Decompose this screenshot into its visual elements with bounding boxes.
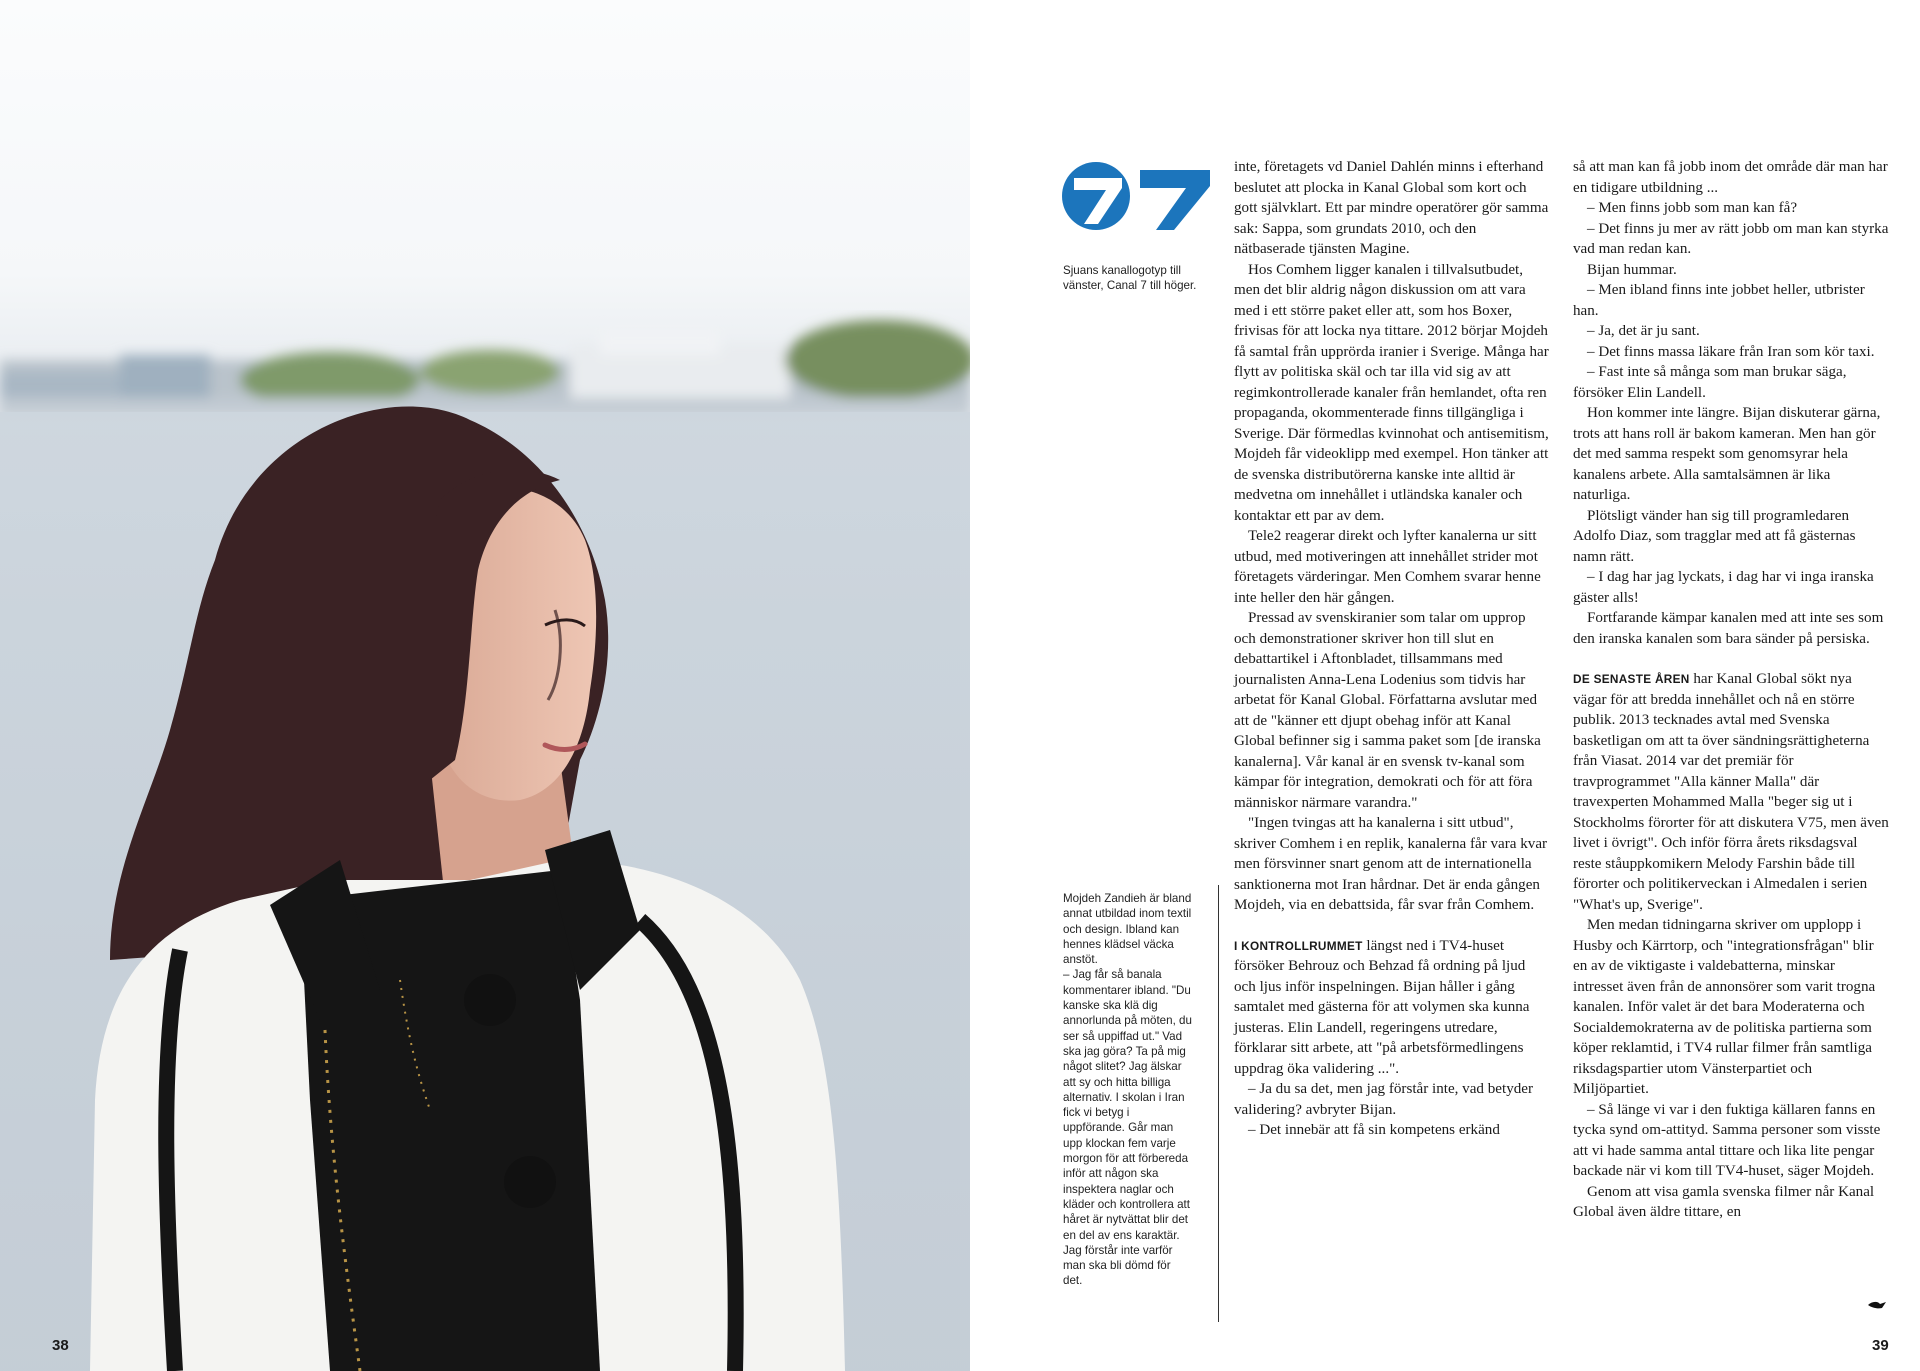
paragraph: "Ingen tvingas att ha kanalerna i sitt utbud", skriver Comhem i en replik, kanalerna får vara kvar men försvinner snart genom att de internationella sanktionerna mot Iran hårdnar. Det är enda gången Mojdeh, via en debattsida, får svar från Comhem.: [1234, 815, 1548, 913]
paragraph: – Det innebär att få sin kompetens erkänd: [1248, 1122, 1500, 1138]
paragraph: Men medan tidningarna skriver om upplopp i Husby och Kärrtorp, och "integrationsfrågan" blir en av de viktigaste i valdebatterna, minskar intresset även från de annonsörer som varit trogna kanalen. Inför valet är det bara Moderaterna och Socialdemokraterna av de politiska partierna som köper reklamtid, i TV4 rullar filmer från samtliga riksdagspartier utom Vänsterpartiet och Miljöpartiet.: [1573, 917, 1876, 1097]
paragraph: – Ja, det är ju sant.: [1587, 323, 1700, 339]
paragraph: så att man kan få jobb inom det område där man har en tidigare utbildning ...: [1573, 159, 1888, 196]
paragraph: – Ja du sa det, men jag förstår inte, vad betyder validering? avbryter Bijan.: [1234, 1081, 1534, 1118]
paragraph: Fortfarande kämpar kanalen med att inte ses som den iranska kanalen som bara sänder på persiska.: [1573, 610, 1884, 647]
photo-caption-line-2: – Jag får så banala kommentarer ibland. "Du kanske ska klä dig annorlunda på möten, du ser så uppiffad ut." Vad ska jag göra? Ta på mig något slitet? Jag älskar att sy och hitta billiga alternativ. I skolan i Iran fick vi betyg i uppförande. Går man upp klockan fem varje morgon för att förbereda inför att någon ska inspektera naglar och kläder och kontrollera att håret är nytvättat blir det en del av ens karaktär. Jag förstår inte varför man ska bli dömd för det.: [1063, 968, 1192, 1288]
continued-arrow-icon: [1868, 1300, 1886, 1310]
article-column-1: [1234, 157, 1550, 1141]
caption-divider: [1218, 885, 1219, 1322]
paragraph: – Så länge vi var i den fuktiga källaren fanns en tycka synd om-attityd. Samma personer som visste att vi hade samma antal tittare och lika lite pengar backade när vi kom till TV4-huset, säger Mojdeh.: [1573, 1101, 1881, 1179]
paragraph: Plötsligt vänder han sig till programledaren Adolfo Diaz, som tragglar med att få gästernas namn rätt.: [1573, 507, 1856, 565]
page-number-left: 38: [52, 1337, 69, 1354]
section-lead-in: DE SENASTE ÅREN: [1573, 672, 1690, 686]
paragraph: – I dag har jag lyckats, i dag har vi inga iranska gäster alls!: [1573, 569, 1874, 606]
channel-logos: [1062, 160, 1212, 232]
paragraph: Hos Comhem ligger kanalen i tillvalsutbudet, men det blir aldrig någon diskussion om att vara med i ett större paket eller att, som hos Boxer, frivisas för att locka nya tittare. 2012 börjar Mojdeh få samtal från upprörda iranier i Sverige. Många har flytt av politiska skäl och tar illa vid sig av att regimkontrollerade kanaler från hemlandet, ofta ren propaganda, okommenterade finns tillgängliga i Sverige. Där förmedlas kvinnohat och antisemitism, Mojdeh får videoklipp med exempel. Hon tänker att de svenska distributörerna kanske inte alltid är medvetna om innehållet i utländska kanaler och kontaktar ett par av dem.: [1234, 261, 1549, 524]
paragraph: – Fast inte så många som man brukar säga, försöker Elin Landell.: [1573, 364, 1847, 401]
jacket-button-top: [464, 974, 516, 1026]
paragraph: Pressad av svenskiranier som talar om upprop och demonstrationer skriver hon till slut en debattartikel i Aftonbladet, tillsammans med journalisten Anna-Lena Lodenius som tidvis har arbetat för Kanal Global. Författarna avslutar med att de "känner ett djupt obehag inför att Kanal Global befinner sig i samma paket som [de iranska kanalerna]. Vår kanal är en svensk tv-kanal som kämpar för integration, demokrati och för att föra människor närmare varandra.": [1234, 610, 1541, 811]
paragraph: – Men ibland finns inte jobbet heller, utbrister han.: [1573, 282, 1865, 319]
paragraph: Genom att visa gamla svenska filmer når Kanal Global även äldre tittare, en: [1573, 1183, 1875, 1220]
section-text: längst ned i TV4-huset försöker Behrouz och Behzad få ordning på ljud och ljus inför inspelningen. Bijan håller i gång samtalet med gästerna för att volymen ska kunna justeras. Elin Landell, regeringens utredare, förklarar sitt arbete, att "på arbetsförmedlingens uppdrag öka validering ...".: [1234, 937, 1530, 1077]
paragraph: inte, företagets vd Daniel Dahlén minns i efterhand beslutet att plocka in Kanal Global som kort och gott självklart. Ett par mindre operatörer gör samma sak: Sappa, som grundats 2010, och den nätbaserade tjänsten Magine.: [1234, 159, 1549, 257]
paragraph: Hon kommer inte längre. Bijan diskuterar gärna, trots att hans roll är bakom kameran. Men han gör det med samma respekt som genomsyrar hela kanalens arbete. Alla samtalsämnen är lika naturliga.: [1573, 405, 1881, 503]
paragraph: Tele2 reagerar direkt och lyfter kanalerna ur sitt utbud, med motiveringen att innehållet strider mot företagets värderingar. Men Comhem svarar henne inte heller den här gången.: [1234, 528, 1541, 606]
page-number-right: 39: [1872, 1337, 1889, 1354]
photo-caption: [1063, 891, 1193, 1289]
paragraph: – Det finns ju mer av rätt jobb om man kan styrka vad man redan kan.: [1573, 220, 1889, 257]
section-text: har Kanal Global sökt nya vägar för att bredda innehållet och nå en större publik. 2013 tecknades avtal med Svenska basketligan om att ta över sändningsrättigheterna från Viasat. 2014 var det premiär för travprogrammet "Alla känner Malla" där travexperten Mohammed Malla "beger sig ut i Stockholms förorter för att diskutera V75, men även livet i övrigt". Och inför förra årets riksdagsval reste ståuppkomikern Melody Farshin både till förorter och politikerveckan i Almedalen i serien "What's up, Sverige".: [1573, 671, 1889, 913]
sjuan-logo-icon: [1062, 162, 1130, 230]
paragraph: – Men finns jobb som man kan få?: [1587, 200, 1798, 216]
photo-caption-line-1: Mojdeh Zandieh är bland annat utbildad inom textil och design. Ibland kan hennes klädsel väcka anstöt.: [1063, 892, 1192, 967]
paragraph: Bijan hummar.: [1587, 261, 1677, 278]
section-paragraph: [1234, 936, 1550, 1080]
logo-caption-text: Sjuans kanallogotyp till vänster, Canal 7 till höger.: [1063, 264, 1197, 293]
canal7-logo-icon: [1140, 170, 1210, 230]
section-lead-in: I KONTROLLRUMMET: [1234, 938, 1363, 953]
article-column-2: [1573, 157, 1889, 1223]
jacket-button-bottom: [504, 1156, 556, 1208]
logo-caption: [1063, 263, 1223, 294]
paragraph: – Det finns massa läkare från Iran som kör taxi.: [1587, 343, 1875, 360]
section-paragraph: [1573, 669, 1889, 915]
shoreline: [0, 320, 970, 416]
